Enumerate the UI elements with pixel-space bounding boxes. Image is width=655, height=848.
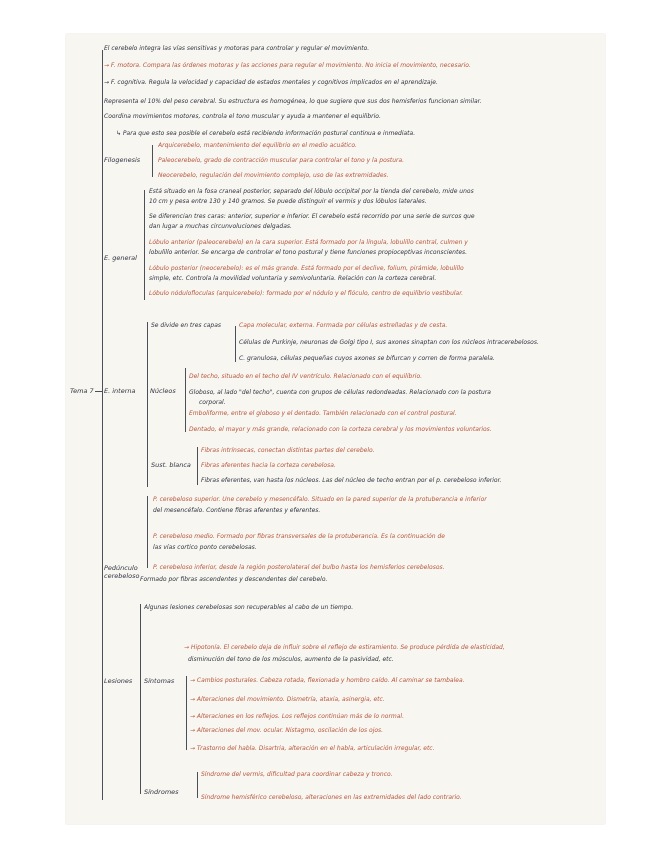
nucleo-item: Emboliforme, entre el globoso y el dentado. También relacionado con el control postural. <box>189 410 457 417</box>
capas-intro: Se divide en tres capas <box>151 322 222 329</box>
lesiones-intro: Algunas lesiones cerebelosas son recuperables al cabo de un tiempo. <box>144 604 354 611</box>
sintoma-item: → Trastorno del habla. Disartria, alteración en el habla, articulación irregular, etc. <box>190 745 435 752</box>
egeneral-line: Lóbulo posterior (neocerebelo): es el más grande. Está formado por el declive, folium, pirámide, lobulillo <box>149 265 464 272</box>
capa-item: C. granulosa, células pequeñas cuyos axones se bifurcan y corren de forma paralela. <box>239 355 495 362</box>
lesiones-label: Lesiones <box>104 677 133 685</box>
sustblanca-label: Sust. blanca <box>151 461 191 469</box>
lesiones-bracket <box>140 604 141 794</box>
sintoma-item: → Alteraciones en los reflejos. Los reflejos continúan más de lo normal. <box>190 713 405 720</box>
main-bracket <box>102 50 103 800</box>
sintomas-bracket <box>186 676 187 750</box>
pedunculo-bracket <box>147 496 148 568</box>
egeneral-line: Está situado en la fosa craneal posterior, separado del lóbulo occipital por la tienda del cerebelo, mide unos <box>149 188 474 195</box>
page-title: Tema 7 <box>70 387 94 395</box>
filogenesis-item: Paleocerebelo, grado de contracción muscular para controlar el tono y la postura. <box>158 157 405 164</box>
intro-line: Coordina movimientos motores, controla el tono muscular y ayuda a mantener el equilibrio. <box>104 113 381 120</box>
filogenesis-item: Arquicerebelo, mantenimiento del equilibrio en el medio acuático. <box>158 142 357 149</box>
sustblanca-bracket <box>197 447 198 485</box>
filogenesis-label: Filogenesis <box>104 156 141 164</box>
sindrome-item: Síndrome del vermis, dificultad para coordinar cabeza y tronco. <box>201 771 393 778</box>
sintomas-label: Síntomas <box>144 677 175 685</box>
sintoma-item: → Alteraciones del movimiento. Dismetría, ataxia, asinergia, etc. <box>190 696 385 703</box>
capa-item: Capa molecular, externa. Formada por células estrelladas y de cesta. <box>239 322 448 329</box>
egeneral-line: 10 cm y pesa entre 130 y 140 gramos. Se puede distinguir el vermis y dos lóbulos laterales. <box>149 198 427 205</box>
pedunculo-line: Formado por fibras ascendentes y descendentes del cerebelo. <box>140 576 328 583</box>
filogenesis-item: Neocerebelo, regulación del movimiento complejo, uso de las extremidades. <box>158 172 389 179</box>
egeneral-line: dan lugar a muchas circunvoluciones delgadas. <box>149 223 292 230</box>
egeneral-label: E. general <box>104 254 137 262</box>
egeneral-line: Lóbulo anterior (paleocerebelo) en la cara superior. Está formado por la língula, lobulillo central, culmen y <box>149 239 468 246</box>
sintoma-item: → Cambios posturales. Cabeza rotada, flexionada y hombro caído. Al caminar se tambalea. <box>190 677 465 684</box>
filogenesis-bracket <box>152 145 153 177</box>
egeneral-line: Se diferencian tres caras: anterior, superior e inferior. El cerebelo está recorrido por una serie de surcos que <box>149 213 475 220</box>
sindromes-bracket <box>197 772 198 798</box>
sintoma-item: → Alteraciones del mov. ocular. Nistagmo, oscilación de los ojos. <box>190 727 384 734</box>
intro-line: Representa el 10% del peso cerebral. Su estructura es homogénea, lo que sugiere que sus dos hemisferios funcionan similar. <box>104 98 482 105</box>
intro-line: ↳ Para que esto sea posible el cerebelo está recibiendo información postural continua e inmediata. <box>116 130 416 137</box>
nucleo-item: Del techo, situado en el techo del IV ventrículo. Relacionado con el equilibrio. <box>189 373 423 380</box>
pedunculo-line: del mesencéfalo. Contiene fibras aferentes y eferentes. <box>153 507 321 514</box>
egeneral-line: lobulillo anterior. Se encarga de controlar el tono postural y tiene funciones propioceptivas inconscientes. <box>149 249 468 256</box>
pedunculo-line: P. cerebeloso inferior, desde la región posterolateral del bulbo hasta los hemisferios cerebelosos. <box>153 564 445 571</box>
pedunculo-line: P. cerebeloso superior. Une cerebelo y mesencéfalo. Situado en la pared superior de la protuberancia e inferior <box>153 496 487 503</box>
pedunculo-line: las vías cortico ponto cerebelosas. <box>153 544 257 551</box>
intro-line: → F. cognitiva. Regula la velocidad y capacidad de estados mentales y cognitivos implicados en el aprendizaje. <box>104 79 438 86</box>
egeneral-line: Lóbulo nódulofloculas (arquicerebelo): formado por el nódulo y el flóculo, centro de equilibrio vestibular. <box>149 290 464 297</box>
egeneral-bracket <box>144 190 145 300</box>
intro-line: El cerebelo integra las vías sensitivas y motoras para controlar y regular el movimiento. <box>104 45 370 52</box>
sustblanca-item: Fibras intrínsecas, conectan distintas partes del cerebelo. <box>201 447 375 454</box>
nucleo-item: Dentado, el mayor y más grande, relacionado con la corteza cerebral y los movimientos voluntarios. <box>189 426 492 433</box>
nucleo-item: corporal. <box>199 399 226 406</box>
title-connector <box>95 391 103 392</box>
capa-item: Células de Purkinje, neuronas de Golgi tipo I, sus axones sinaptan con los núcleos intracerebelosos. <box>239 339 539 346</box>
sindrome-item: Síndrome hemisférico cerebeloso, alteraciones en las extremidades del lado contrario. <box>201 794 462 801</box>
sindromes-label: Síndromes <box>144 788 179 796</box>
sustblanca-item: Fibras aferentes hacia la corteza cerebelosa. <box>201 462 336 469</box>
hipotonia-line: → Hipotonía. El cerebelo deja de influir sobre el reflejo de estiramiento. Se produce pérdida de elasticidad, <box>184 644 505 651</box>
egeneral-line: simple, etc. Controla la movilidad voluntaria y semivoluntaria. Relación con la corteza cerebral. <box>149 275 437 282</box>
einterna-label: E. interna <box>104 387 136 395</box>
sustblanca-item: Fibras eferentes, van hasta los núcleos. Las del núcleo de techo entran por el p. cerebeloso inferior. <box>201 477 502 484</box>
capas-bracket <box>235 326 236 362</box>
pedunculo-label: Pedúnculo cerebeloso <box>104 564 140 580</box>
nucleo-item: Globoso, al lado "del techo", cuenta con grupos de células redondeadas. Relacionado con la postura <box>189 389 491 396</box>
einterna-bracket <box>147 322 148 487</box>
nucleos-label: Núcleos <box>150 387 176 395</box>
intro-line: → F. motora. Compara las órdenes motoras y las acciones para regular el movimiento. No inicia el movimiento, necesario. <box>104 62 471 69</box>
pedunculo-line: P. cerebeloso medio. Formado por fibras transversales de la protuberancia. Es la continuación de <box>153 533 445 540</box>
nucleos-bracket <box>185 368 186 432</box>
hipotonia-line: disminución del tono de los músculos, aumento de la pasividad, etc. <box>188 656 394 663</box>
